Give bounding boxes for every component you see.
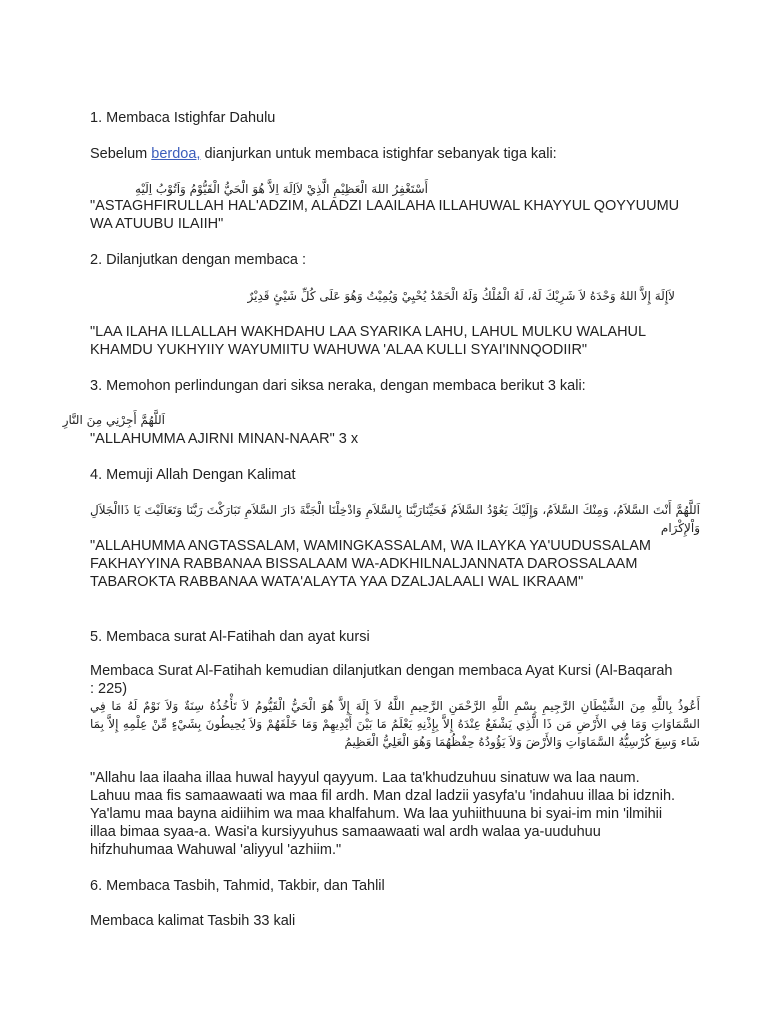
section-5-arabic: أَعُوذُ بِاللَّهِ مِنَ الشَّيْطَانِ الرَّجِيمِ بِسْمِ اللَّهِ الرَّحْمَنِ الرَّحِيمِ اللَّهُ لاَ إِلَهَ إِلاَّ هُوَ الْحَيُّ الْقَيُّومُ لاَ تَأْخُذُهُ سِنَةٌ وَلاَ نَوْمٌ لَهُ مَا فِي السَّمَاوَاتِ وَمَا فِي الأَرْضِ مَن ذَا الَّذِي يَشْفَعُ عِنْدَهُ إِلاَّ بِإِذْنِهِ يَعْلَمُ مَا بَيْنَ أَيْدِيهِمْ وَمَا خَلْفَهُمْ وَلاَ يُحِيطُونَ بِشَيْءٍ مِّنْ عِلْمِهِ إِلاَّ بِمَا شَاء وَسِعَ كُرْسِيُّهُ السَّمَاوَاتِ وَالأَرْضَ وَلاَ يَؤُودُهُ حِفْظُهُمَا وَهُوَ الْعَلِيُّ الْعَظِيمُ — [90, 699, 700, 749]
section-2-latin: "LAA ILAHA ILLALLAH WAKHDAHU LAA SYARIKA LAHU, LAHUL MULKU WALAHUL KHAMDU YUKHYIIY WAYUMIITU WAHUWA 'ALAA KULLI SYAI'INNQODIIR" — [90, 324, 646, 358]
section-3-heading: 3. Memohon perlindungan dari siksa neraka, dengan membaca berikut 3 kali: — [90, 378, 586, 394]
berdoa-link[interactable]: berdoa, — [151, 146, 201, 162]
section-5-heading: 5. Membaca surat Al-Fatihah dan ayat kursi — [90, 629, 370, 645]
section-6-intro: Membaca kalimat Tasbih 33 kali — [90, 913, 296, 929]
section-1-heading: 1. Membaca Istighfar Dahulu — [90, 110, 276, 126]
section-5-latin: "Allahu laa ilaaha illaa huwal hayyul qayyum. Laa ta'khudzuhuu sinatuw wa laa naum. Lahuu maa fis samaawaati wa maa fil ardh. Man dzal ladzii yasyfa'u 'indahuu illaa bi idznih. Ya'lamu maa bayna aidiihim wa maa khalfahum. Wa laa yuhiithuuna bi syai-im min 'ilmihii illaa bimaa syaa-a. Wasi'a kursiyyuhus samaawaati wal ardh walaa ya-uuduhuu hifzhuhumaa Wahuwal 'aliyyul 'azhiim." — [90, 770, 676, 858]
section-4-latin: "ALLAHUMMA ANGTASSALAM, WAMINGKASSALAM, WA ILAYKA YA'UUDUSSALAM FAKHAYYINA RABBANAA BISSALAAM WA-ADKHILNALJANNATA DAROSSALAAM TABAROKTA RABBANAA WATA'ALAYTA YAA DZALJALAALI WAL IKRAAM" — [90, 538, 651, 590]
section-5-intro: Membaca Surat Al-Fatihah kemudian dilanjutkan dengan membaca Ayat Kursi (Al-Baqarah : 225) — [90, 663, 673, 697]
section-3-arabic: اَللَّهُمَّ أَجِرْنِي مِنَ النَّارِ — [62, 413, 165, 427]
section-4-arabic: اَللَّهُمَّ أَنْتَ السَّلاَمُ، وَمِنْكَ السَّلاَمُ، وَإِلَيْكَ يَعُوْدُ السَّلاَمُ فَحَيِّنَارَبَّنَا بِالسَّلاَمِ وَادْخِلْنَا الْجَنَّةَ دَارَ السَّلاَمِ تَبَارَكْتَ رَبَّنَا وَتَعَالَيْتَ يَا ذَاالْجَلاَلِ وَاْلإِكْرَام — [90, 503, 700, 535]
section-6-heading: 6. Membaca Tasbih, Tahmid, Takbir, dan Tahlil — [90, 878, 385, 894]
section-3-latin: "ALLAHUMMA AJIRNI MINAN-NAAR" 3 x — [90, 431, 359, 447]
section-2-arabic: لاَإِلَهَ إِلاَّ اللهُ وَحْدَهُ لاَ شَرِيْكَ لَهُ، لَهُ الْمُلْكُ وَلَهُ الْحَمْدُ يُحْيِيْ وَيُمِيْتُ وَهُوَ عَلَى كُلِّ شَيْئٍ قَدِيْرٌ — [247, 289, 675, 303]
intro-text-before: Sebelum — [90, 146, 152, 162]
section-4-heading: 4. Memuji Allah Dengan Kalimat — [90, 467, 296, 483]
section-1-arabic: أَسْتَغْفِرُ اللهَ الْعَظِيْمِ الَّذِيْ لاَاِلَهَ اِلاَّ هُوَ الْحَيُّ الْقَيُّوْمُ وَاَتُوْبُ اِلَيْهِ — [135, 182, 428, 196]
section-1-latin: "ASTAGHFIRULLAH HAL'ADZIM, ALADZI LAAILAHA ILLAHUWAL KHAYYUL QOYYUUMU WA ATUUBU ILAIIH" — [90, 198, 680, 232]
section-2-heading: 2. Dilanjutkan dengan membaca : — [90, 252, 307, 268]
section-1-intro — [90, 145, 680, 163]
intro-text-after: dianjurkan untuk membaca istighfar sebanyak tiga kali: — [200, 146, 557, 162]
